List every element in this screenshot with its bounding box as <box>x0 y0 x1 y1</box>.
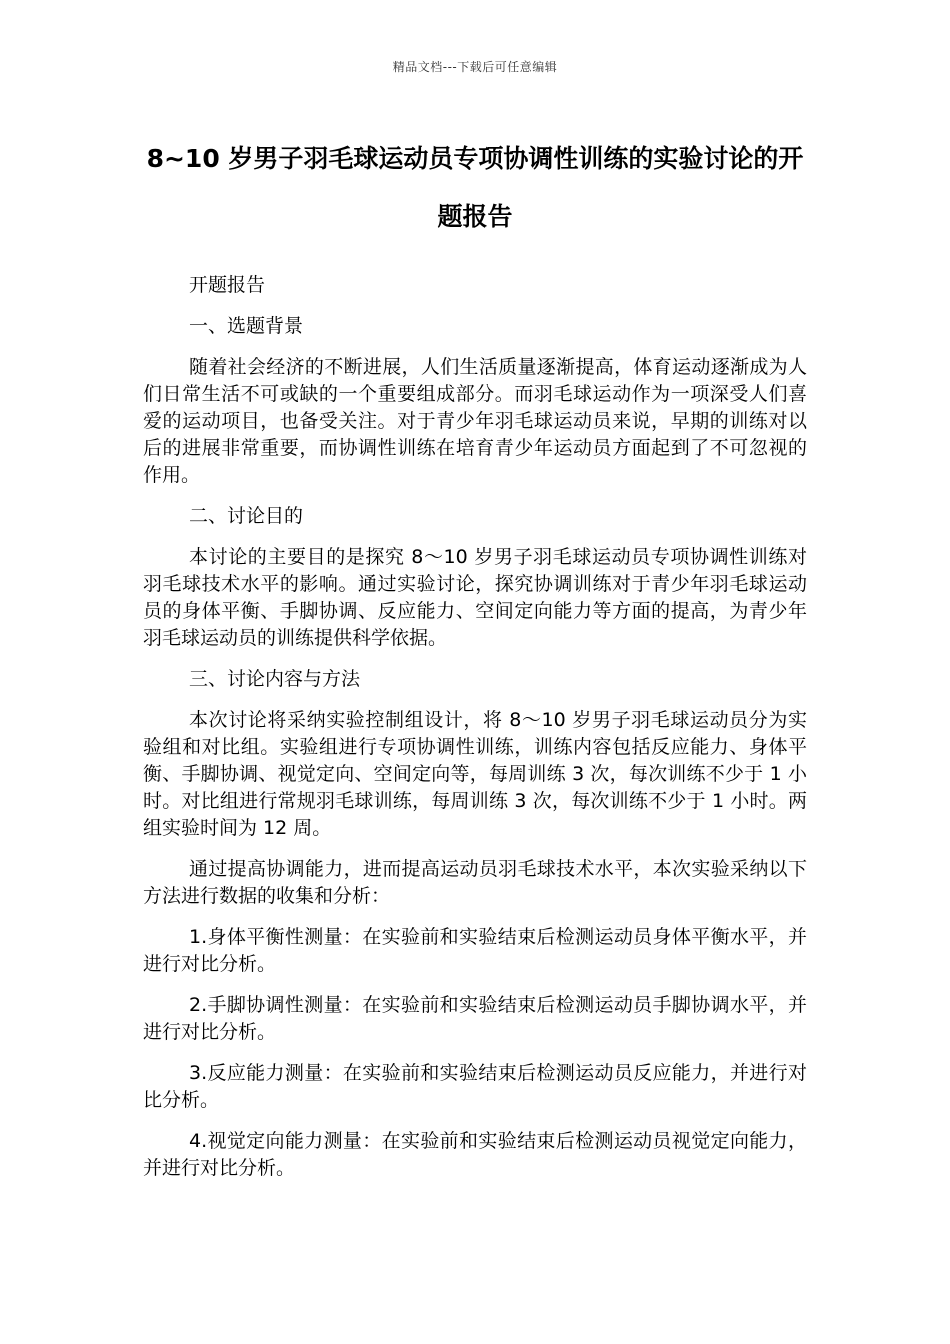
document-body <box>143 272 807 1196</box>
section3-paragraph-2: 通过提高协调能力，进而提高运动员羽毛球技术水平，本次实验采纳以下方法进行数据的收集和分析： <box>143 858 807 907</box>
list-item: 1.身体平衡性测量：在实验前和实验结束后检测运动员身体平衡水平，并进行对比分析。 <box>143 926 807 975</box>
section1-paragraph: 随着社会经济的不断进展，人们生活质量逐渐提高，体育运动逐渐成为人们日常生活不可或缺的一个重要组成部分。而羽毛球运动作为一项深受人们喜爱的运动项目，也备受关注。对于青少年羽毛球运动员来说，早期的训练对以后的进展非常重要，而协调性训练在培育青少年运动员方面起到了不可忽视的作用。 <box>143 356 807 486</box>
list-item: 2.手脚协调性测量：在实验前和实验结束后检测运动员手脚协调水平，并进行对比分析。 <box>143 994 807 1043</box>
section2-heading: 二、讨论目的 <box>189 505 304 527</box>
list-item: 3.反应能力测量：在实验前和实验结束后检测运动员反应能力，并进行对比分析。 <box>143 1062 807 1111</box>
section3-paragraph-1: 本次讨论将采纳实验控制组设计，将 8～10 岁男子羽毛球运动员分为实验组和对比组。实验组进行专项协调性训练，训练内容包括反应能力、身体平衡、手脚协调、视觉定向、空间定向等，每周训练 3 次，每次训练不少于 1 小时。对比组进行常规羽毛球训练，每周训练 3 次，每次训练不少于 1 小时。两组实验时间为 12 周。 <box>143 709 807 839</box>
page-title: 8~10 岁男子羽毛球运动员专项协调性训练的实验讨论的开题报告 <box>146 144 804 231</box>
section1-heading: 一、选题背景 <box>189 315 304 337</box>
section2-paragraph: 本讨论的主要目的是探究 8～10 岁男子羽毛球运动员专项协调性训练对羽毛球技术水平的影响。通过实验讨论，探究协调训练对于青少年羽毛球运动员的身体平衡、手脚协调、反应能力、空间定向能力等方面的提高，为青少年羽毛球运动员的训练提供科学依据。 <box>143 546 807 649</box>
section-label: 开题报告 <box>189 274 266 296</box>
header-note: 精品文档---下载后可任意编辑 <box>392 60 558 74</box>
section3-heading: 三、讨论内容与方法 <box>189 668 361 690</box>
list-item: 4.视觉定向能力测量：在实验前和实验结束后检测运动员视觉定向能力，并进行对比分析。 <box>143 1130 807 1179</box>
